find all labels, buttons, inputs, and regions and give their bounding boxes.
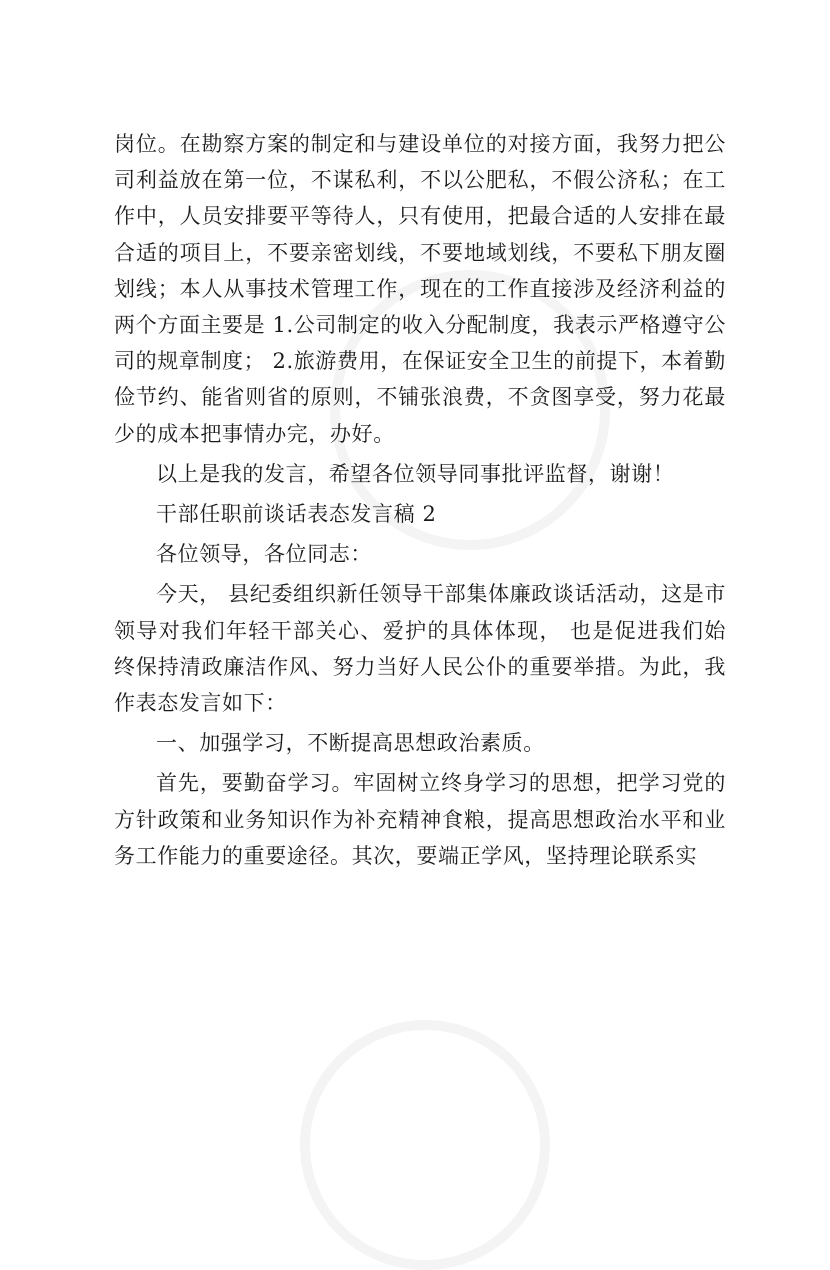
document-body: [114, 126, 726, 874]
section-title: 干部任职前谈话表态发言稿 2: [156, 502, 437, 527]
heading-1: 一、加强学习，不断提高思想政治素质。: [156, 731, 545, 756]
paragraph-3: 首先，要勤奋学习。牢固树立终身学习的思想，把学习党的方针政策和业务知识作为补充精神食粮，提高思想政治水平和业务工作能力的重要途径。其次，要端正学风，坚持理论联系实: [114, 771, 726, 868]
paragraph-1: 岗位。在勘察方案的制定和与建设单位的对接方面，我努力把公司利益放在第一位，不谋私利，不以公肥私，不假公济私；在工作中，人员安排要平等待人，只有使用，把最合适的人安排在最合适的项目上，不要亲密划线，不要地域划线，不要私下朋友圈划线；本人从事技术管理工作，现在的工作直接涉及经济利益的两个方面主要是 1.公司制定的收入分配制度，我表示严格遵守公司的规章制度； 2.旅游费用，在保证安全卫生的前提下，本着勤俭节约、能省则省的原则，不铺张浪费，不贪图享受，努力花最少的成本把事情办完，办好。: [114, 132, 726, 446]
greeting: 各位领导，各位同志：: [156, 542, 372, 567]
closing-remark: 以上是我的发言，希望各位领导同事批评监督，谢谢！: [156, 461, 675, 486]
paragraph-2: 今天， 县纪委组织新任领导干部集体廉政谈话活动，这是市领导对我们年轻干部关心、爱护的具体体现， 也是促进我们始终保持清政廉洁作风、努力当好人民公仆的重要举措。为此，我作表态发言如下：: [114, 582, 726, 716]
watermark-seal-bottom: [300, 1020, 550, 1270]
